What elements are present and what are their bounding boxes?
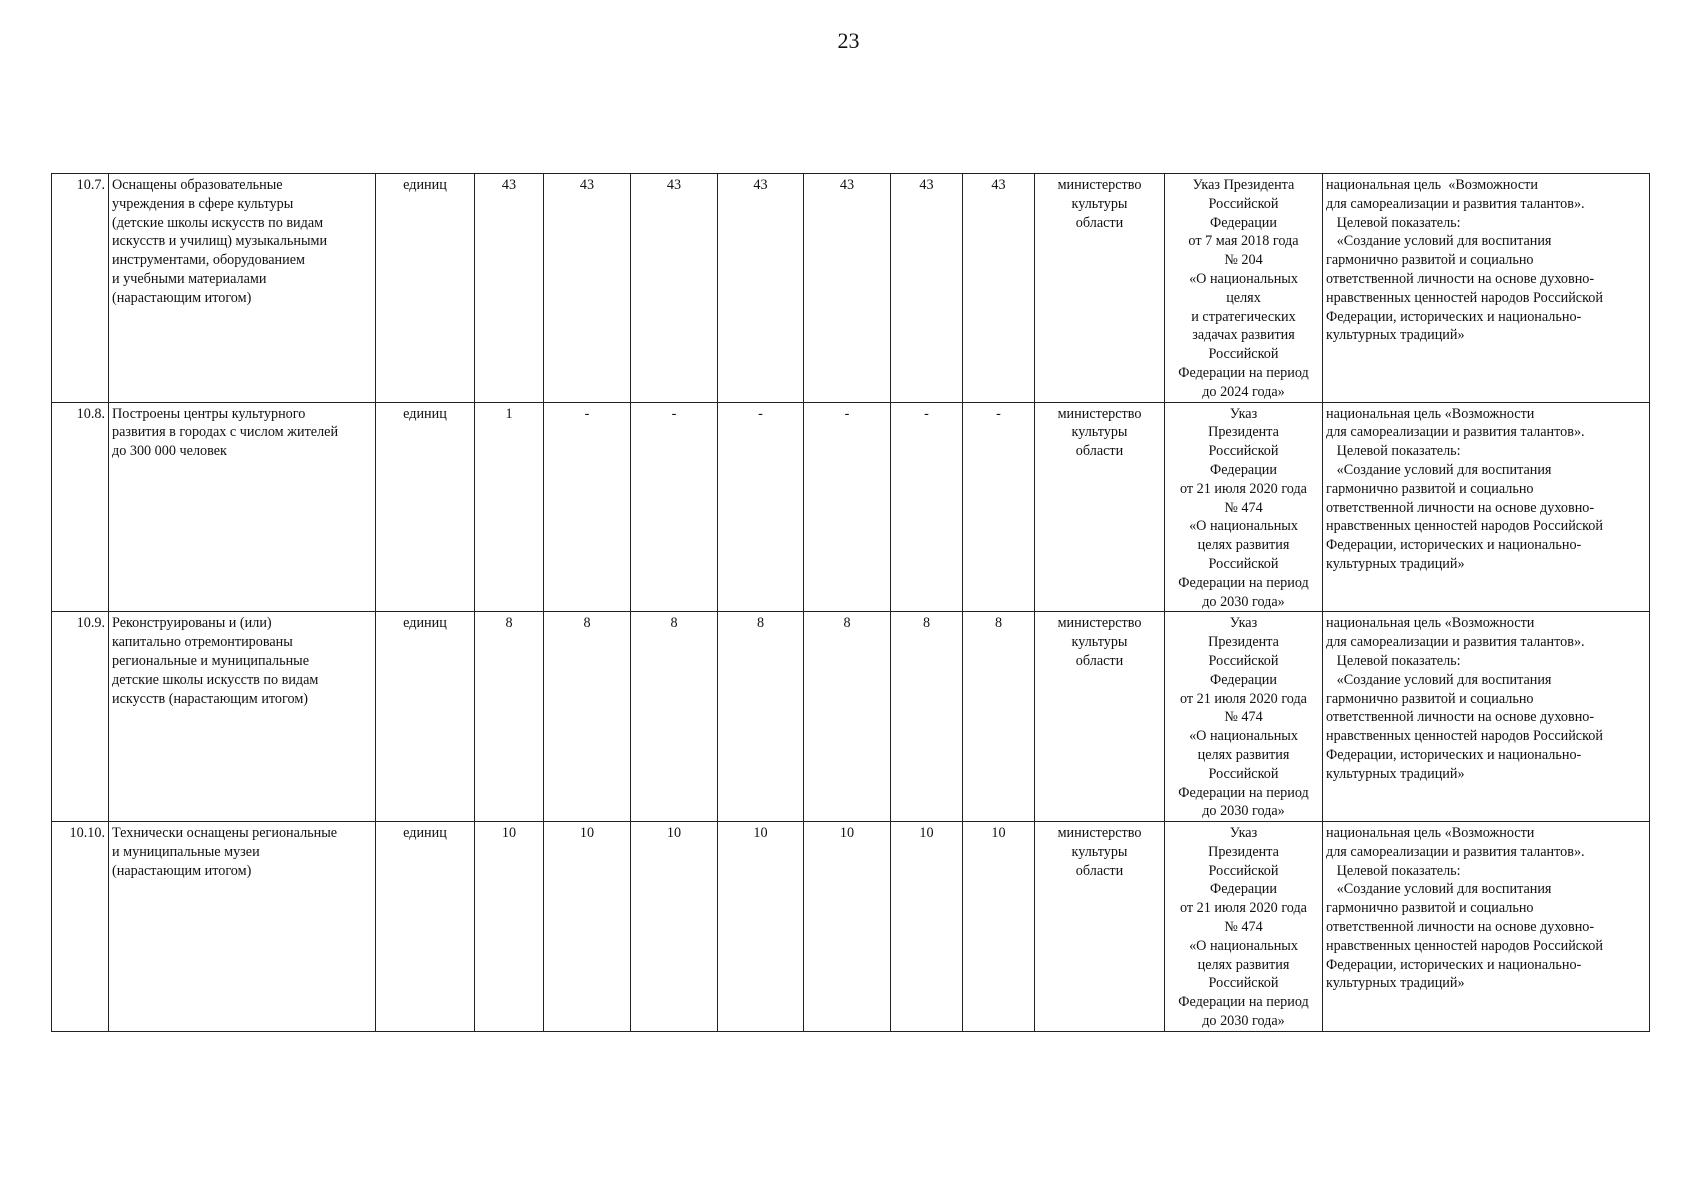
text-line: Технически оснащены региональные (112, 825, 338, 842)
responsible-cell (1035, 612, 1165, 822)
text-line: до 2030 года» (1202, 803, 1285, 820)
text-line: № 474 (1224, 709, 1263, 726)
text-line: культурных традиций» (1326, 327, 1465, 344)
unit-cell: единиц (376, 402, 475, 612)
text-line: культуры (1071, 424, 1128, 441)
text-line: «Создание условий для воспитания (1326, 671, 1552, 688)
text-line: нравственных ценностей народов Российской (1326, 728, 1603, 745)
text-line: министерство (1057, 177, 1142, 193)
row-number: 10.10. (52, 822, 109, 1032)
text-line: ответственной личности на основе духовно- (1326, 919, 1595, 936)
text-line: нравственных ценностей народов Российской (1326, 518, 1603, 535)
text-line: культурных традиций» (1326, 555, 1465, 572)
text-line: Российской (1208, 652, 1279, 669)
text-line: до 2024 года» (1202, 383, 1285, 400)
value-cell: 43 (544, 174, 631, 403)
text-line: Российской (1208, 555, 1279, 572)
text-line: Президента (1208, 634, 1279, 651)
text-line: (нарастающим итогом) (112, 862, 252, 879)
indicator-name (109, 402, 376, 612)
text-line: Указ (1229, 615, 1258, 632)
text-line: «Создание условий для воспитания (1326, 881, 1552, 898)
value-cell: 10 (631, 822, 718, 1032)
text-line: гармонично развитой и социально (1326, 252, 1534, 269)
text-line: Российской (1208, 346, 1279, 363)
text-line: Федерации на период (1178, 574, 1309, 591)
value-cell: - (718, 402, 804, 612)
basis-cell (1165, 402, 1323, 612)
text-line: от 7 мая 2018 года (1188, 233, 1299, 250)
text-line: Федерации, исторических и национально- (1326, 746, 1582, 763)
text-line: культуры (1071, 634, 1128, 651)
value-cell: 8 (804, 612, 891, 822)
text-line: Российской (1208, 862, 1279, 879)
text-line: Российской (1208, 443, 1279, 460)
text-line: культуры (1071, 195, 1128, 212)
value-cell: 8 (631, 612, 718, 822)
text-line: Целевой показатель: (1326, 214, 1461, 231)
text-line: до 300 000 человек (112, 443, 227, 460)
unit-cell: единиц (376, 174, 475, 403)
value-cell: 43 (631, 174, 718, 403)
table-row (52, 174, 1650, 403)
text-line: детские школы искусств по видам (112, 671, 319, 688)
goal-cell (1323, 174, 1650, 403)
value-cell: 8 (718, 612, 804, 822)
text-line: Российской (1208, 195, 1279, 212)
text-line: Федерации на период (1178, 994, 1309, 1011)
text-line: национальная цель «Возможности (1326, 177, 1538, 193)
text-line: ответственной личности на основе духовно- (1326, 499, 1595, 516)
text-line: № 204 (1224, 252, 1263, 269)
text-line: «О национальных (1189, 518, 1298, 535)
basis-cell (1165, 174, 1323, 403)
text-line: № 474 (1224, 919, 1263, 936)
value-cell: 43 (804, 174, 891, 403)
responsible-cell (1035, 822, 1165, 1032)
text-line: «О национальных (1189, 728, 1298, 745)
text-line: министерство (1057, 615, 1142, 632)
text-line: целях развития (1197, 746, 1290, 763)
text-line: области (1075, 652, 1124, 669)
value-cell: 10 (475, 822, 544, 1032)
table-row (52, 612, 1650, 822)
text-line: (детские школы искусств по видам (112, 214, 324, 231)
responsible-cell (1035, 174, 1165, 403)
indicator-name (109, 822, 376, 1032)
text-line: для самореализации и развития талантов». (1326, 195, 1585, 212)
indicator-name (109, 174, 376, 403)
unit-cell: единиц (376, 822, 475, 1032)
text-line: области (1075, 862, 1124, 879)
value-cell: 10 (718, 822, 804, 1032)
value-cell: 43 (963, 174, 1035, 403)
text-line: «Создание условий для воспитания (1326, 233, 1552, 250)
text-line: от 21 июля 2020 года (1180, 690, 1307, 707)
text-line: (нарастающим итогом) (112, 289, 252, 306)
text-line: области (1075, 443, 1124, 460)
text-line: инструментами, оборудованием (112, 252, 305, 269)
text-line: Федерации (1209, 214, 1277, 231)
goal-cell (1323, 822, 1650, 1032)
text-line: региональные и муниципальные (112, 652, 309, 669)
text-line: для самореализации и развития талантов». (1326, 843, 1585, 860)
text-line: развития в городах с числом жителей (112, 424, 339, 441)
row-number: 10.7. (52, 174, 109, 403)
text-line: гармонично развитой и социально (1326, 900, 1534, 917)
text-line: Федерации (1209, 671, 1277, 688)
indicator-name (109, 612, 376, 822)
text-line: Президента (1208, 843, 1279, 860)
value-cell: 43 (718, 174, 804, 403)
value-cell: - (963, 402, 1035, 612)
value-cell: 43 (891, 174, 963, 403)
text-line: министерство (1057, 405, 1142, 422)
text-line: гармонично развитой и социально (1326, 480, 1534, 497)
text-line: национальная цель «Возможности (1326, 825, 1535, 842)
text-line: искусств и училищ) музыкальными (112, 233, 328, 250)
text-line: ответственной личности на основе духовно- (1326, 270, 1595, 287)
text-line: гармонично развитой и социально (1326, 690, 1534, 707)
text-line: Федерации на период (1178, 364, 1309, 381)
text-line: от 21 июля 2020 года (1180, 900, 1307, 917)
text-line: культурных традиций» (1326, 975, 1465, 992)
value-cell: 8 (891, 612, 963, 822)
value-cell: 8 (544, 612, 631, 822)
basis-cell (1165, 822, 1323, 1032)
text-line: ответственной личности на основе духовно- (1326, 709, 1595, 726)
value-cell: 8 (475, 612, 544, 822)
text-line: Российской (1208, 765, 1279, 782)
text-line: для самореализации и развития талантов». (1326, 634, 1585, 651)
text-line: для самореализации и развития талантов». (1326, 424, 1585, 441)
text-line: № 474 (1224, 499, 1263, 516)
value-cell: - (631, 402, 718, 612)
value-cell: - (804, 402, 891, 612)
text-line: Построены центры культурного (112, 405, 306, 422)
goal-cell (1323, 402, 1650, 612)
text-line: «Создание условий для воспитания (1326, 461, 1552, 478)
text-line: Федерации, исторических и национально- (1326, 956, 1582, 973)
text-line: Реконструированы и (или) (112, 615, 272, 632)
value-cell: 43 (475, 174, 544, 403)
value-cell: - (891, 402, 963, 612)
row-number: 10.8. (52, 402, 109, 612)
text-line: Федерации (1209, 461, 1277, 478)
text-line: области (1075, 214, 1124, 231)
text-line: Целевой показатель: (1326, 652, 1461, 669)
value-cell: 10 (963, 822, 1035, 1032)
text-line: «О национальных (1189, 937, 1298, 954)
text-line: Указ (1229, 405, 1258, 422)
value-cell: 8 (963, 612, 1035, 822)
text-line: капитально отремонтированы (112, 634, 293, 651)
text-line: и учебными материалами (112, 270, 267, 287)
basis-cell (1165, 612, 1323, 822)
value-cell: - (544, 402, 631, 612)
text-line: Федерации, исторических и национально- (1326, 537, 1582, 554)
text-line: нравственных ценностей народов Российской (1326, 289, 1603, 306)
text-line: Целевой показатель: (1326, 443, 1461, 460)
text-line: и муниципальные музеи (112, 843, 260, 860)
unit-cell: единиц (376, 612, 475, 822)
text-line: Федерации, исторических и национально- (1326, 308, 1582, 325)
text-line: культурных традиций» (1326, 765, 1465, 782)
text-line: национальная цель «Возможности (1326, 405, 1535, 422)
value-cell: 10 (891, 822, 963, 1032)
value-cell: 10 (544, 822, 631, 1032)
text-line: целях развития (1197, 537, 1290, 554)
text-line: нравственных ценностей народов Российской (1326, 937, 1603, 954)
table-row (52, 402, 1650, 612)
text-line: министерство (1057, 825, 1142, 842)
responsible-cell (1035, 402, 1165, 612)
page-number: 23 (837, 28, 860, 53)
text-line: искусств (нарастающим итогом) (112, 690, 309, 707)
text-line: Указ Президента (1192, 177, 1295, 193)
text-line: Федерации (1209, 881, 1277, 898)
text-line: Указ (1229, 825, 1258, 842)
text-line: до 2030 года» (1202, 593, 1285, 610)
text-line: Оснащены образовательные (112, 177, 283, 193)
text-line: культуры (1071, 843, 1128, 860)
table-row (52, 822, 1650, 1032)
value-cell: 10 (804, 822, 891, 1032)
text-line: «О национальных (1189, 270, 1298, 287)
text-line: Федерации на период (1178, 784, 1309, 801)
text-line: от 21 июля 2020 года (1180, 480, 1307, 497)
text-line: целях развития (1197, 956, 1290, 973)
indicators-table (51, 173, 1650, 1032)
text-line: национальная цель «Возможности (1326, 615, 1535, 632)
text-line: задачах развития (1192, 327, 1295, 344)
text-line: учреждения в сфере культуры (112, 195, 294, 212)
value-cell: 1 (475, 402, 544, 612)
text-line: Российской (1208, 975, 1279, 992)
row-number: 10.9. (52, 612, 109, 822)
text-line: целях (1226, 289, 1261, 306)
text-line: до 2030 года» (1202, 1013, 1285, 1030)
goal-cell (1323, 612, 1650, 822)
text-line: Президента (1208, 424, 1279, 441)
text-line: Целевой показатель: (1326, 862, 1461, 879)
text-line: и стратегических (1191, 308, 1296, 325)
